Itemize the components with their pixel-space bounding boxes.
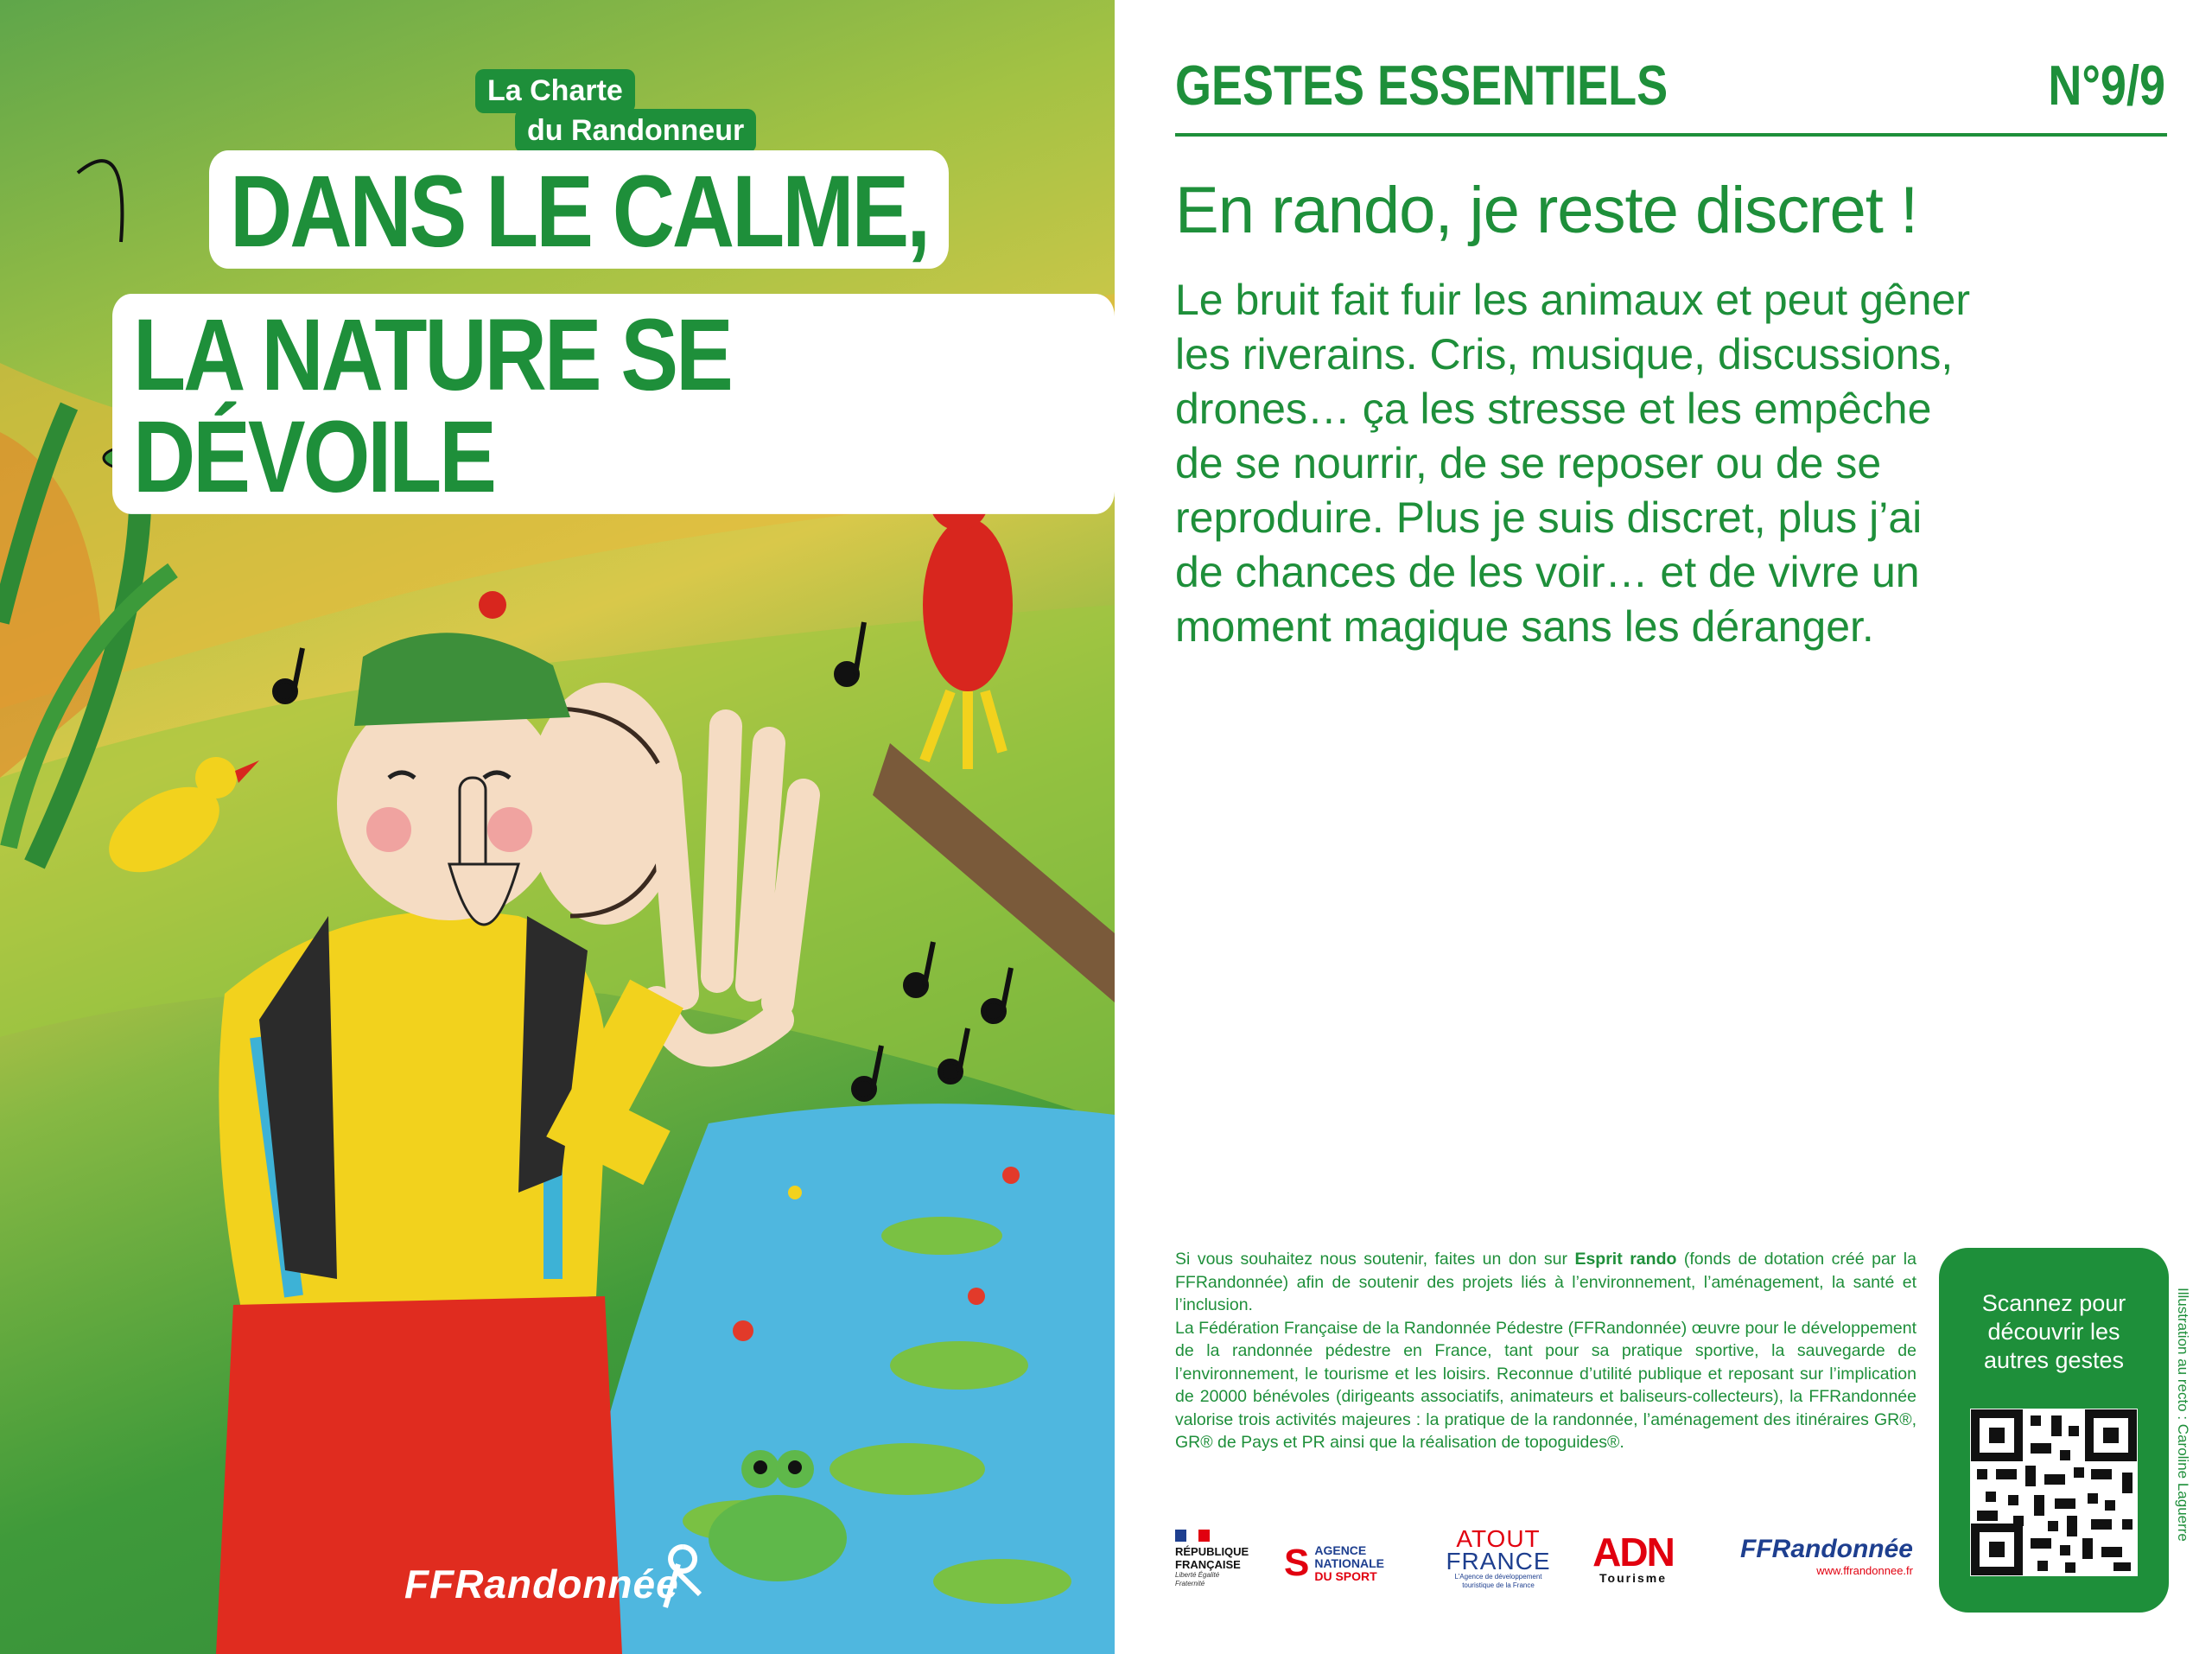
- charter-badge-line1: La Charte: [475, 69, 635, 113]
- rf-text: RÉPUBLIQUE: [1175, 1545, 1249, 1558]
- ffr-url: www.ffrandonnee.fr: [1816, 1564, 1913, 1577]
- body-line: reproduire. Plus je suis discret, plus j’ai: [1175, 493, 1923, 542]
- rf-motto: Liberté Égalité Fraternité: [1175, 1571, 1220, 1587]
- panel-body: [1175, 273, 2143, 654]
- atout-france-logo: [1443, 1525, 1554, 1590]
- ffrandonnee-logo: [1713, 1535, 1913, 1577]
- section-kicker: GESTES ESSENTIELS: [1175, 54, 1669, 118]
- poster-ffrandonnee-logo: FFRandonnée: [404, 1562, 679, 1606]
- adn-tourisme-logo: [1588, 1530, 1678, 1585]
- support-text-part: (fonds de dotation créé par la FFRandonnée) afin de soutenir des projets liés à l’environnement, l’aménagement, la santé et l’inclusion.: [1175, 1250, 1916, 1314]
- ans-text: NATIONALE: [1314, 1555, 1384, 1570]
- flag-icon: [1175, 1530, 1210, 1542]
- info-panel: [1115, 0, 2212, 1654]
- qr-caption-line: Scannez pour: [1981, 1290, 2126, 1316]
- ans-text: AGENCE: [1314, 1543, 1367, 1557]
- support-text-part: Si vous souhaitez nous soutenir, faites un don sur: [1175, 1250, 1575, 1269]
- ffr-name: FFRandonnée: [1740, 1535, 1913, 1563]
- esprit-rando-link: Esprit rando: [1574, 1250, 1677, 1269]
- illustration-credit: Illustration au recto : Caroline Laguerre: [2175, 1288, 2191, 1542]
- support-text: [1175, 1248, 1916, 1454]
- adn-sub: Tourisme: [1599, 1571, 1667, 1585]
- support-paragraph: [1175, 1248, 1916, 1317]
- ans-text: DU SPORT: [1314, 1568, 1377, 1583]
- panel-title: En rando, je reste discret !: [1175, 174, 1918, 247]
- body-line: les riverains. Cris, musique, discussions,: [1175, 330, 1954, 379]
- headline-line2: LA NATURE SE DÉVOILE: [112, 294, 1115, 514]
- republique-francaise-logo: [1175, 1530, 1249, 1588]
- rf-text: FRANÇAISE: [1175, 1558, 1241, 1571]
- body-line: de chances de les voir… et de vivre un: [1175, 548, 1920, 596]
- body-line: de se nourrir, de se reposer ou de se: [1175, 439, 1882, 487]
- qr-card[interactable]: [1939, 1248, 2169, 1613]
- qr-caption-line: découvrir les: [1987, 1319, 2120, 1345]
- header-divider: [1175, 133, 2167, 137]
- qr-caption: [1939, 1289, 2169, 1375]
- federation-paragraph: La Fédération Française de la Randonnée Pédestre (FFRandonnée) œuvre pour le développement de la randonnée pédestre en France, tant pour sa pratique sportive, la sauvegarde de l’environnement, le tourisme et les loisirs. Reconnue d’utilité publique et reposant sur l’implication de 20000 bénévoles (dirigeants associatifs, animateurs et baliseurs-collecteurs), la FFRandonnée valorise trois activités majeures : la pratique de la randonnée, l’aménagement des itinéraires GR®, GR® de Pays et PR ainsi que la réalisation de topoguides®.: [1175, 1318, 1916, 1452]
- qr-code-icon: [1970, 1409, 2138, 1576]
- adn-mark: ADN: [1592, 1530, 1674, 1574]
- atout-text: FRANCE: [1446, 1548, 1551, 1574]
- charter-badge-line2: du Randonneur: [515, 109, 756, 153]
- headline-line1: DANS LE CALME,: [209, 150, 949, 269]
- ans-s-icon: S: [1284, 1542, 1310, 1584]
- body-line: Le bruit fait fuir les animaux et peut gêner: [1175, 276, 1970, 324]
- body-line: drones… ça les stresse et les empêche: [1175, 385, 1932, 433]
- qr-code[interactable]: [1970, 1409, 2138, 1576]
- atout-text: ATOUT: [1456, 1525, 1541, 1552]
- body-line: moment magique sans les déranger.: [1175, 602, 1874, 651]
- qr-caption-line: autres gestes: [1983, 1347, 2125, 1373]
- agence-nationale-sport-logo: [1284, 1542, 1384, 1585]
- atout-sub: L’Agence de développement touristique de la France: [1454, 1573, 1542, 1589]
- issue-number: N°9/9: [2048, 54, 2165, 118]
